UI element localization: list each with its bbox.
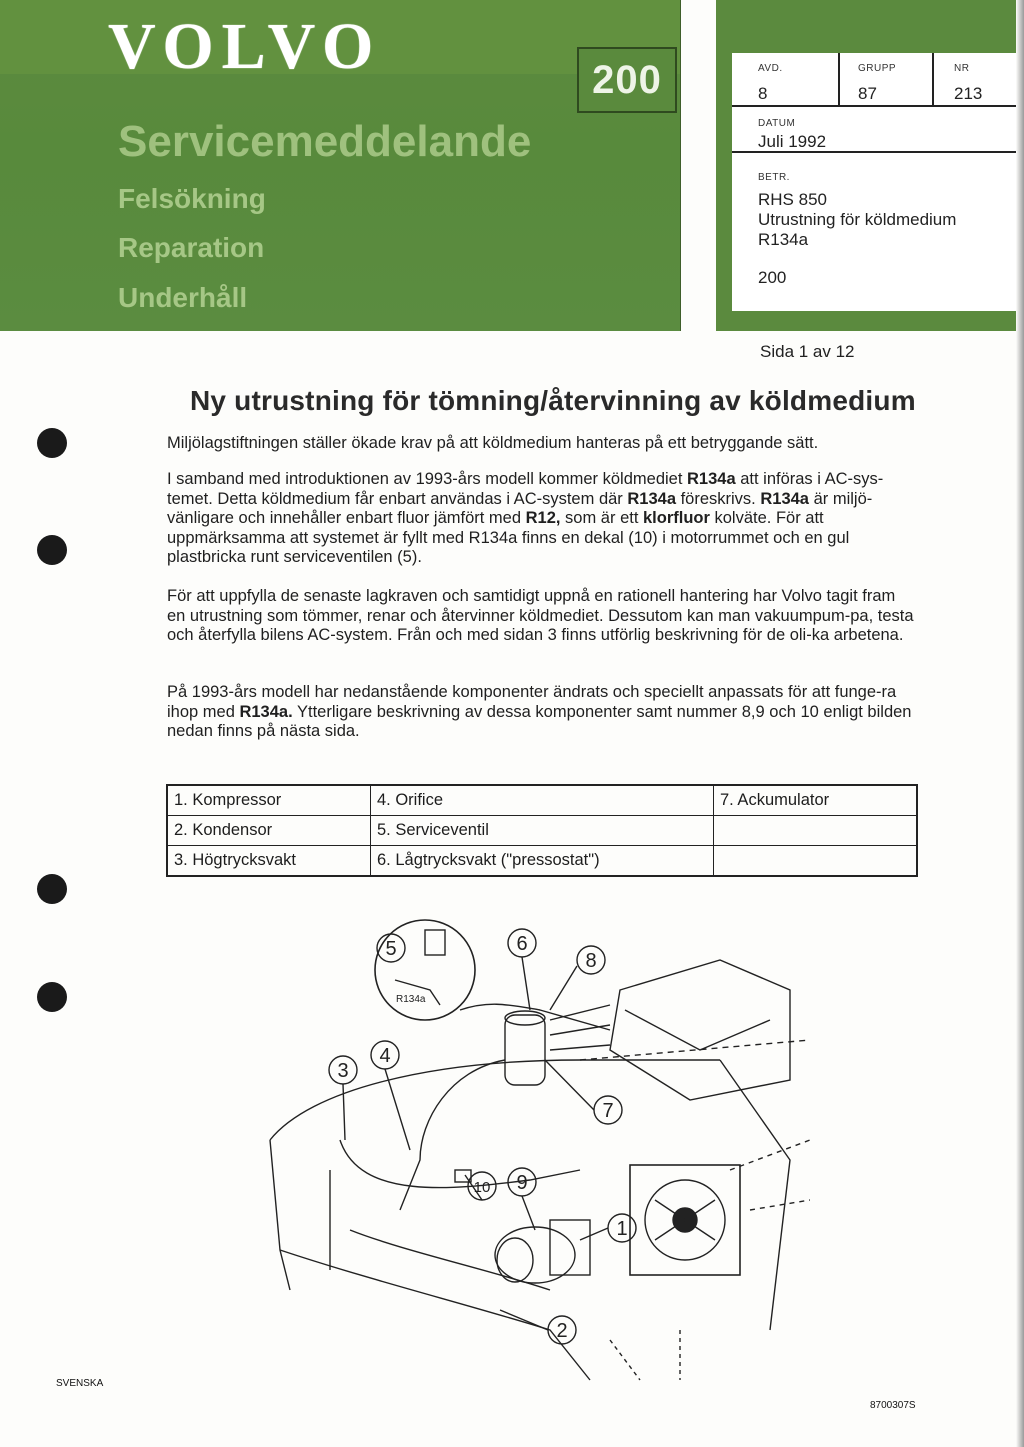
table-row	[167, 846, 917, 877]
callout-10: 10	[473, 1179, 491, 1196]
punch-hole	[37, 535, 67, 565]
grupp-value: 87	[858, 84, 877, 103]
body-dash	[730, 1140, 810, 1210]
datum-value: Juli 1992	[758, 132, 827, 151]
bumper-line	[280, 1250, 590, 1380]
compressor-body	[550, 1220, 590, 1275]
evaporator-box	[610, 960, 790, 1100]
wing-line	[720, 1060, 790, 1330]
hood-dash	[580, 1040, 810, 1060]
suction-pipe	[460, 1004, 610, 1030]
callout-5: 5	[385, 938, 397, 960]
evaporator-detail	[625, 1010, 770, 1050]
subtitle-underhall: Underhåll	[118, 282, 248, 313]
nr-label: NR	[954, 63, 970, 74]
paragraph-intro: Miljölagstiftningen ställer ökade krav på att köldmedium hanteras på ett betryggande sätt.	[167, 434, 819, 452]
service-valve	[425, 930, 445, 955]
ref-divider	[838, 53, 840, 105]
grupp-label: GRUPP	[858, 63, 897, 74]
datum-label: DATUM	[758, 118, 796, 129]
table-cell: 6. Lågtrycksvakt ("pressostat")	[371, 846, 714, 877]
callout-7: 7	[602, 1100, 614, 1122]
ac-system-illustration	[250, 910, 810, 1390]
callout-8: 8	[585, 950, 597, 972]
accumulator-top	[505, 1011, 545, 1025]
avd-label: AVD.	[758, 63, 783, 74]
table-cell: 2. Kondensor	[167, 816, 371, 846]
language-label: SVENSKA	[56, 1378, 104, 1389]
table-cell	[714, 846, 918, 877]
nr-value: 213	[954, 84, 983, 103]
subtitle-felsokning: Felsökning	[118, 183, 266, 214]
table-cell: 4. Orifice	[371, 785, 714, 816]
model-value: 200	[758, 268, 787, 287]
avd-value: 8	[758, 84, 768, 103]
fender-line	[270, 1140, 290, 1290]
table-cell: 7. Ackumulator	[714, 785, 918, 816]
betr-line-3: R134a	[758, 230, 809, 249]
pipe	[340, 1140, 580, 1188]
callout-6: 6	[516, 933, 528, 955]
document-type-title: Servicemeddelande	[118, 117, 532, 166]
compressor-pulley	[497, 1238, 533, 1282]
inset-spokes	[655, 1200, 715, 1240]
punch-hole	[37, 982, 67, 1012]
paragraph-r134a: I samband med introduktionen av 1993-års modell kommer köldmediet R134a att införas i AC-sys-temet. Detta köldmedium får enbart användas i AC-system där R134a föreskrivs. R134a är miljö-vänligare och innehåller enbart fluor jämfört med R12, som är ett klorfluor kolväte. För att uppmärksamma att systemet är fyllt med R134a finns en dekal (10) i motorrummet och en gul plastbricka runt serviceventilen (5).	[167, 470, 884, 566]
table-cell	[714, 816, 918, 846]
wheel-dash	[610, 1330, 680, 1380]
punch-hole	[37, 874, 67, 904]
ref-divider	[932, 53, 934, 105]
parts-table	[166, 784, 918, 877]
betr-line-1: RHS 850	[758, 190, 827, 209]
betr-label: BETR.	[758, 172, 790, 183]
page-indicator: Sida 1 av 12	[760, 342, 855, 361]
table-cell: 1. Kompressor	[167, 785, 371, 816]
callout-9: 9	[516, 1172, 528, 1194]
leader-lines	[343, 957, 608, 1330]
ref-divider	[732, 105, 1024, 107]
paragraph-components: På 1993-års modell har nedanstående komponenter ändrats och speciellt anpassats för att funge-ra ihop med R134a. Ytterligare beskrivning av dessa komponenter samt nummer 8,9 och 10 enligt bilden nedan finns på nästa sida.	[167, 683, 912, 740]
table-cell: 3. Högtrycksvakt	[167, 846, 371, 877]
article-heading: Ny utrustning för tömning/återvinning av köldmedium	[190, 385, 916, 416]
punch-hole	[37, 428, 67, 458]
table-cell: 5. Serviceventil	[371, 816, 714, 846]
table-row	[167, 785, 917, 816]
subtitle-reparation: Reparation	[118, 232, 265, 263]
callout-1: 1	[616, 1218, 628, 1240]
figure-code: 8700307S	[870, 1400, 916, 1411]
table-row	[167, 816, 917, 846]
callout-4: 4	[379, 1045, 391, 1067]
paragraph-equipment: För att uppfylla de senaste lagkraven och samtidigt uppnå en rationell hantering har Volvo tagit fram en utrustning som tömmer, renar och återvinner köldmediet. Dessutom kan man vakuumpum-pa, testa och återfylla bilens AC-system. Från och med sidan 3 finns utförlig beskrivning för de oli-ka arbetena.	[167, 587, 914, 644]
volvo-logo: VOLVO	[108, 10, 382, 83]
betr-line-2: Utrustning för köldmedium	[758, 210, 957, 229]
callout-2: 2	[556, 1320, 568, 1342]
scan-edge	[1016, 0, 1024, 1447]
callout-3: 3	[337, 1060, 349, 1082]
model-badge: 200	[577, 47, 677, 113]
decal-label: R134a	[396, 994, 426, 1005]
